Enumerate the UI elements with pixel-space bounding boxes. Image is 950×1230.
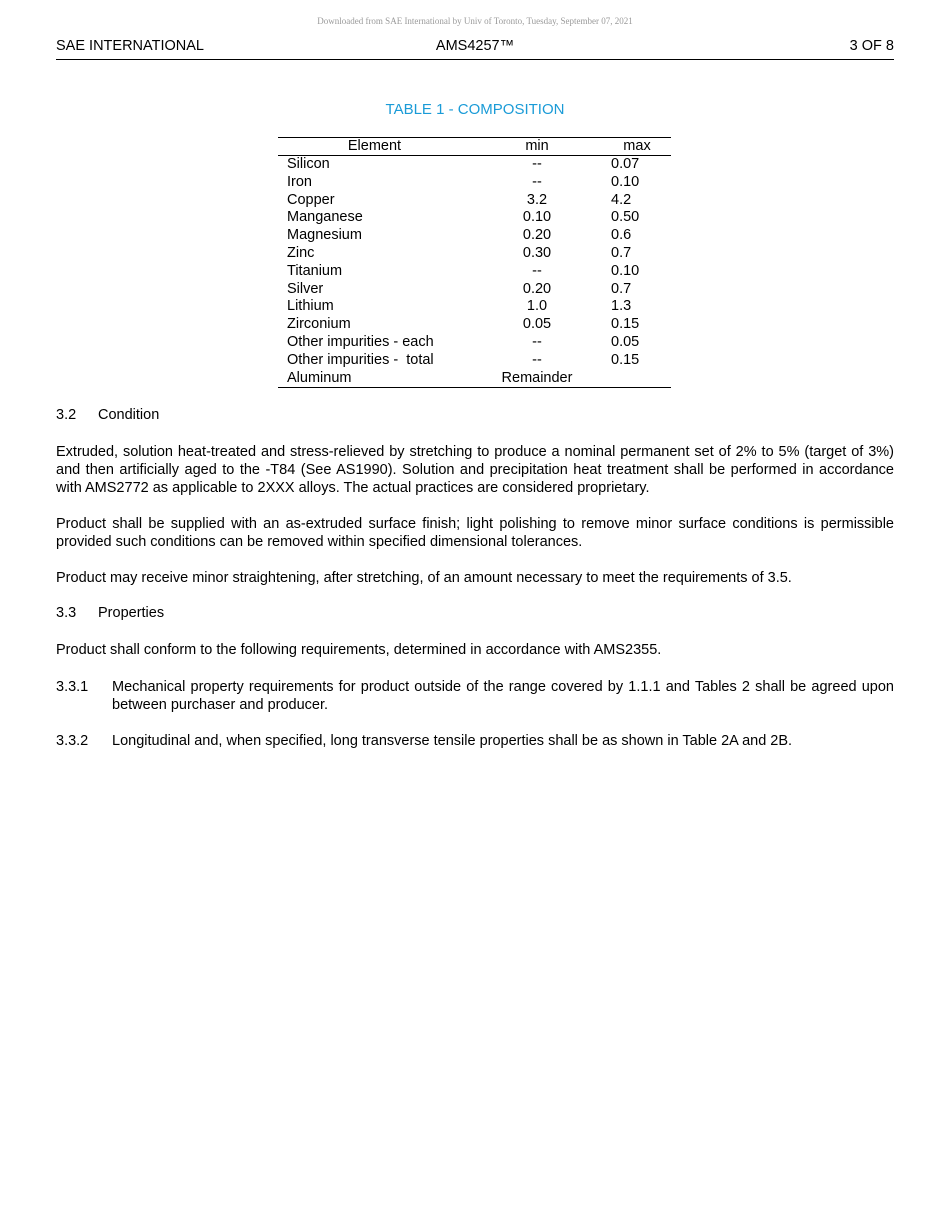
subsection-text: Mechanical property requirements for product outside of the range covered by 1.1.1 and Tables 2 shall be agreed upon between purchaser and producer. (112, 679, 894, 713)
cell-min: 0.10 (522, 209, 552, 226)
table-header-row (278, 138, 671, 156)
section-number: 3.2 (56, 407, 77, 423)
table-row (278, 263, 671, 281)
paragraph-condition-2: Product shall be supplied with an as-extruded surface finish; light polishing to remove minor surface conditions is permissible provided such conditions can be removed within specified dimensional tolerances. (56, 516, 894, 550)
cell-min: 0.20 (522, 227, 552, 244)
table-row (278, 316, 671, 334)
cell-max: 0.10 (611, 173, 640, 190)
cell-min: -- (532, 351, 542, 368)
cell-min: -- (532, 262, 542, 279)
table-1-title: TABLE 1 - COMPOSITION (385, 101, 565, 118)
table-row (278, 245, 671, 263)
table-row (278, 352, 671, 370)
cell-element: Manganese (287, 209, 363, 226)
download-watermark: Downloaded from SAE International by Univ of Toronto, Tuesday, September 07, 2021 (317, 16, 633, 26)
section-number: 3.3 (56, 605, 77, 621)
table-row (278, 281, 671, 299)
header-page-number: 3 OF 8 (849, 38, 894, 54)
table-row (278, 174, 671, 192)
cell-max: 4.2 (611, 191, 632, 208)
section-3-2-heading (56, 407, 159, 423)
cell-element: Zirconium (287, 316, 351, 333)
cell-element: Iron (287, 173, 312, 190)
table-row (278, 298, 671, 316)
cell-element: Magnesium (287, 227, 362, 244)
cell-element: Zinc (287, 244, 315, 261)
composition-table (278, 137, 671, 388)
subsection-3-3-1 (56, 678, 894, 714)
section-title: Properties (98, 605, 165, 621)
cell-element: Lithium (287, 298, 334, 315)
cell-max: 0.15 (611, 351, 640, 368)
table-row (278, 227, 671, 245)
cell-element: Copper (287, 191, 335, 208)
subsection-text: Longitudinal and, when specified, long transverse tensile properties shall be as shown in Table 2A and 2B. (112, 733, 793, 749)
subsection-number: 3.3.2 (56, 733, 89, 749)
cell-element: Other impurities - total (287, 351, 434, 368)
col-header-element: Element (278, 138, 471, 156)
page-header (56, 38, 894, 60)
table-row (278, 334, 671, 352)
cell-max: 0.07 (611, 156, 640, 172)
cell-element: Silver (287, 280, 324, 297)
col-header-min: min (471, 138, 603, 156)
cell-element: Titanium (287, 262, 343, 279)
cell-min: 3.2 (526, 191, 548, 208)
cell-element: Silicon (287, 156, 330, 172)
paragraph-condition-3: Product may receive minor straightening, after stretching, of an amount necessary to meet the requirements of 3.5. (56, 570, 792, 586)
header-doc-number: AMS4257™ (435, 38, 515, 54)
cell-min: -- (532, 333, 542, 350)
cell-element: Other impurities - each (287, 333, 434, 350)
cell-max: 0.10 (611, 262, 640, 279)
section-title: Condition (98, 407, 160, 423)
header-org: SAE INTERNATIONAL (56, 38, 204, 54)
cell-max (603, 370, 671, 388)
cell-max: 0.05 (611, 333, 640, 350)
cell-min: -- (532, 156, 542, 172)
cell-min: 0.05 (522, 316, 552, 333)
table-row (278, 192, 671, 210)
table-row (278, 370, 671, 388)
section-3-3-heading (56, 605, 164, 621)
table-row (278, 209, 671, 227)
cell-max: 0.7 (611, 244, 632, 261)
paragraph-condition-1: Extruded, solution heat-treated and stress-relieved by stretching to produce a nominal permanent set of 2% to 5% (target of 3%) and then artificially aged to the -T84 (See AS1990). Solution and precipitation heat treatment shall be performed in accordance with AMS2772 as applicable to 2XXX alloys. The actual practices are considered proprietary. (56, 444, 894, 496)
cell-min: 1.0 (526, 298, 548, 315)
table-row (278, 156, 671, 174)
cell-max: 0.7 (611, 280, 632, 297)
cell-max: 0.50 (611, 209, 640, 226)
cell-min: 0.30 (522, 244, 552, 261)
cell-element: Aluminum (278, 370, 471, 388)
col-header-max: max (603, 138, 671, 156)
cell-max: 1.3 (611, 298, 632, 315)
subsection-number: 3.3.1 (56, 679, 89, 695)
cell-max: 0.15 (611, 316, 640, 333)
cell-min: 0.20 (522, 280, 552, 297)
subsection-3-3-2 (56, 732, 894, 750)
cell-min: -- (532, 173, 542, 190)
paragraph-properties: Product shall conform to the following requirements, determined in accordance with AMS2355. (56, 642, 662, 658)
cell-min: Remainder (471, 370, 603, 388)
cell-max: 0.6 (611, 227, 632, 244)
